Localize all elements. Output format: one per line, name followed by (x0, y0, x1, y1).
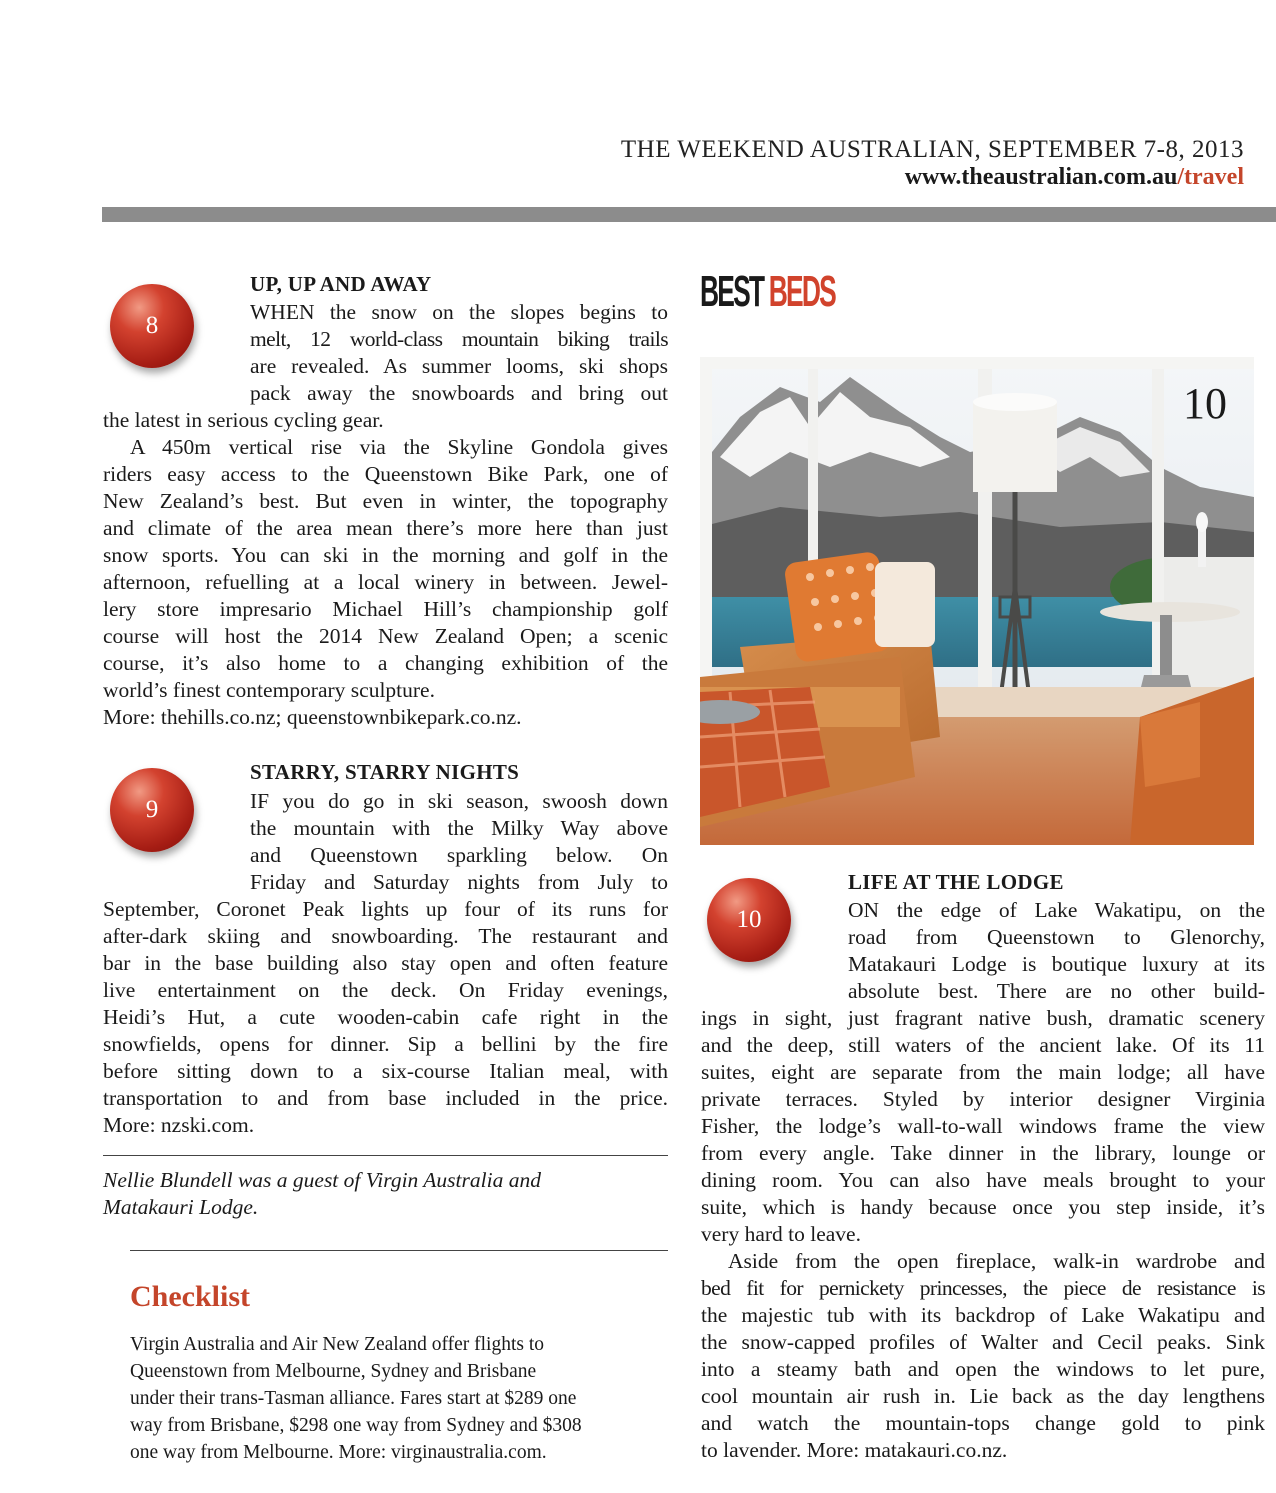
body-line: afternoon, refuelling at a local winery in between. Jewel- (103, 570, 668, 594)
checklist-line: Virgin Australia and Air New Zealand offer flights to (130, 1334, 545, 1355)
best-word: BEST (700, 267, 764, 316)
number-badge-10 (707, 878, 791, 962)
checklist-line: under their trans-Tasman alliance. Fares start at $289 one (130, 1388, 577, 1409)
publication-dateline: THE WEEKEND AUSTRALIAN, SEPTEMBER 7-8, 2013 (620, 136, 1244, 163)
body-line: Aside from the open fireplace, walk-in wardrobe and (728, 1249, 1265, 1273)
body-line: the mountain with the Milky Way above (250, 816, 668, 840)
checklist-line: way from Brisbane, $298 one way from Sydney and $308 (130, 1415, 582, 1436)
body-line: dining room. You can also have meals brought to your (701, 1168, 1265, 1192)
number-badge-9 (110, 768, 194, 852)
body-line: the majestic tub with its backdrop of Lake Wakatipu and (701, 1303, 1265, 1327)
body-line: private terraces. Styled by interior designer Virginia (701, 1087, 1265, 1111)
best-beds-section-label (700, 267, 835, 316)
heading-life-at-the-lodge: LIFE AT THE LODGE (848, 870, 1064, 894)
body-line: the snow-capped profiles of Walter and Cecil peaks. Sink (701, 1330, 1265, 1354)
body-line: transportation to and from base included in the price. (103, 1086, 668, 1110)
body-line: live entertainment on the deck. On Friday evenings, (103, 978, 668, 1002)
divider (130, 1250, 668, 1251)
more-link-10[interactable]: to lavender. More: matakauri.co.nz. (701, 1438, 1008, 1462)
body-line: pack away the snowboards and bring out (250, 381, 668, 405)
body-line: Matakauri Lodge is boutique luxury at its (848, 952, 1265, 976)
body-line: lery store impresario Michael Hill’s championship golf (103, 597, 668, 621)
divider (103, 1155, 668, 1156)
body-line: ON the edge of Lake Wakatipu, on the (848, 898, 1265, 922)
body-line: riders easy access to the Queenstown Bike Park, one of (103, 462, 668, 486)
number-badge-8 (110, 284, 194, 368)
body-line: A 450m vertical rise via the Skyline Gondola gives (130, 435, 668, 459)
beds-word: BEDS (768, 267, 835, 316)
body-line: New Zealand’s best. But even in winter, the topography (103, 489, 668, 513)
body-line: Heidi’s Hut, a cute wooden-cabin cafe right in the (103, 1005, 668, 1029)
body-line: Friday and Saturday nights from July to (250, 870, 668, 894)
body-line: and climate of the area mean there’s more here than just (103, 516, 668, 540)
body-line: suite, which is handy because once you step inside, it’s (701, 1195, 1265, 1219)
body-line: into a steamy bath and open the windows to let pure, (701, 1357, 1265, 1381)
heading-up-up-and-away: UP, UP AND AWAY (250, 272, 432, 296)
body-line: road from Queenstown to Glenorchy, (848, 925, 1265, 949)
body-line: and the deep, still waters of the ancient lake. Of its 11 (701, 1033, 1265, 1057)
website-url[interactable] (905, 164, 1244, 191)
body-line: Fisher, the lodge’s wall-to-wall windows frame the view (701, 1114, 1265, 1138)
body-line: world’s finest contemporary sculpture. (103, 678, 435, 702)
checklist-line[interactable]: one way from Melbourne. More: virginaustralia.com. (130, 1442, 547, 1463)
body-line: very hard to leave. (701, 1222, 861, 1246)
body-line: and Queenstown sparkling below. On (250, 843, 668, 867)
body-line: before sitting down to a six-course Italian meal, with (103, 1059, 668, 1083)
body-line: course, it’s also home to a changing exhibition of the (103, 651, 668, 675)
body-line: are revealed. As summer looms, ski shops (250, 354, 668, 378)
more-link-8[interactable]: More: thehills.co.nz; queenstownbikepark.co.nz. (103, 705, 522, 729)
body-line: after-dark skiing and snowboarding. The restaurant and (103, 924, 668, 948)
more-link-9[interactable]: More: nzski.com. (103, 1113, 255, 1137)
body-line: course will host the 2014 New Zealand Open; a scenic (103, 624, 668, 648)
body-line: bed fit for pernickety princesses, the piece de resistance is (701, 1276, 1265, 1300)
body-line: snowfields, opens for dinner. Sip a bellini by the fire (103, 1032, 668, 1056)
checklist-line: Queenstown from Melbourne, Sydney and Brisbane (130, 1361, 537, 1382)
header-rule (102, 207, 1276, 222)
body-line: IF you do go in ski season, swoosh down (250, 789, 668, 813)
photo-illustration (700, 357, 1254, 845)
body-line: absolute best. There are no other build- (848, 979, 1265, 1003)
badge-number: 8 (145, 312, 159, 339)
body-line: suites, eight are separate from the main lodge; all have (701, 1060, 1265, 1084)
lodge-interior-photo (700, 357, 1254, 845)
body-line: bar in the base building also stay open and often feature (103, 951, 668, 975)
url-main: www.theaustralian.com.au (904, 164, 1178, 190)
body-line: and watch the mountain-tops change gold to pink (701, 1411, 1265, 1435)
body-line: cool mountain air rush in. Lie back as the day lengthens (701, 1384, 1265, 1408)
photo-number: 10 (1183, 379, 1227, 428)
author-credit-line: Matakauri Lodge. (103, 1195, 259, 1219)
url-section: /travel (1177, 164, 1244, 190)
heading-starry-starry-nights: STARRY, STARRY NIGHTS (250, 760, 520, 784)
body-line: snow sports. You can ski in the morning and golf in the (103, 543, 668, 567)
body-line: the latest in serious cycling gear. (103, 408, 384, 432)
body-line: WHEN the snow on the slopes begins to (250, 300, 668, 324)
body-line: September, Coronet Peak lights up four of its runs for (103, 897, 668, 921)
body-line: from every angle. Take dinner in the library, lounge or (701, 1141, 1265, 1165)
author-credit-line: Nellie Blundell was a guest of Virgin Australia and (103, 1168, 541, 1192)
badge-number: 9 (145, 796, 159, 823)
badge-number: 10 (736, 906, 762, 933)
body-line: ings in sight, just fragrant native bush, dramatic scenery (701, 1006, 1265, 1030)
body-line: melt, 12 world-class mountain biking trails (250, 327, 668, 351)
checklist-heading: Checklist (130, 1280, 250, 1313)
